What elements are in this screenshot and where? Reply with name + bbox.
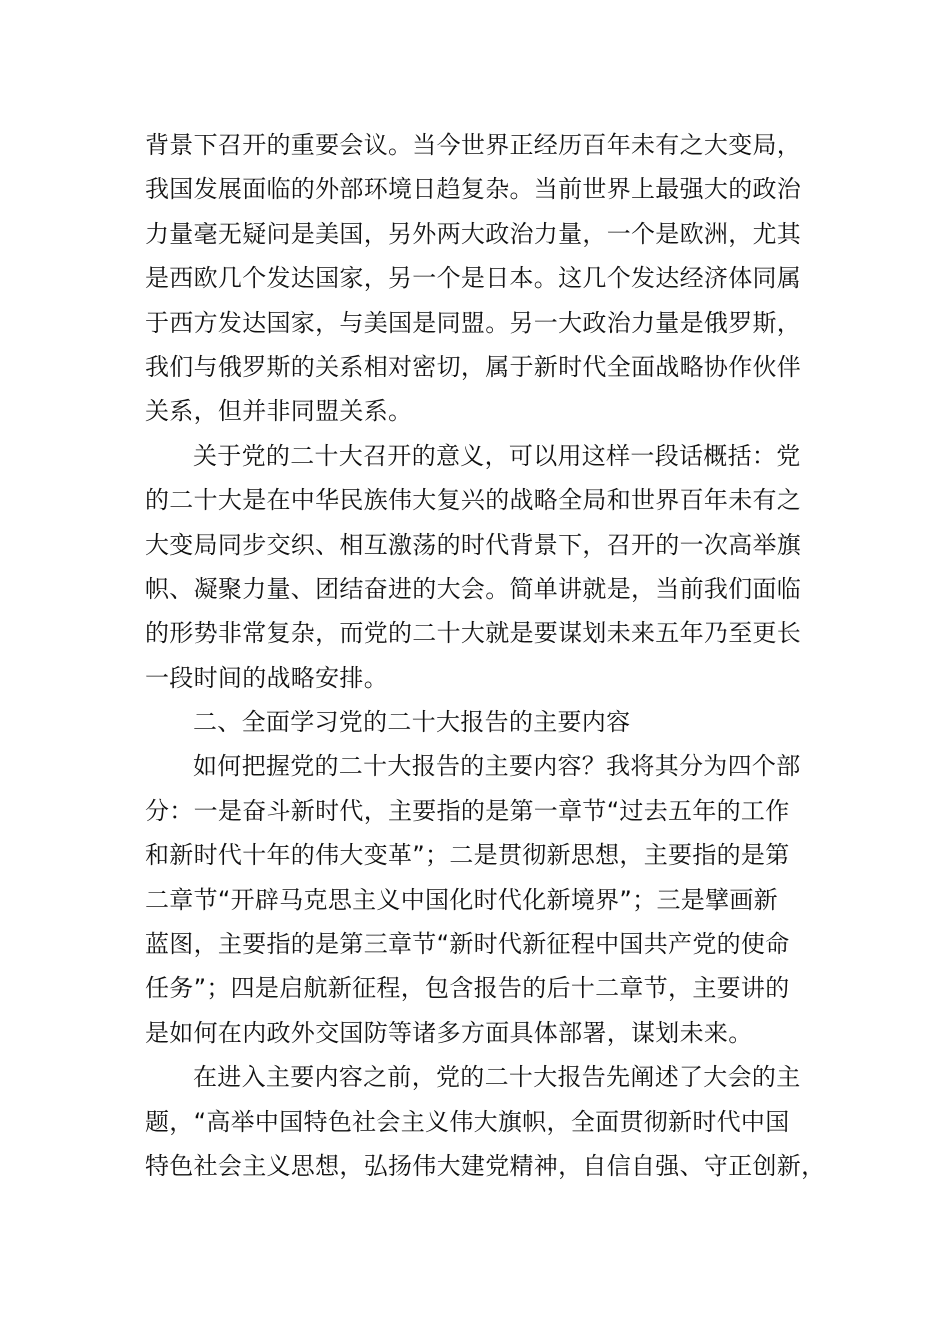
text-line: 于西方发达国家，与美国是同盟。另一大政治力量是俄罗斯， (145, 308, 802, 337)
text-line: 分：一是奋斗新时代，主要指的是第一章节“过去五年的工作 (145, 796, 790, 825)
text-line: 二、全面学习党的二十大报告的主要内容 (193, 708, 631, 737)
text-line: 力量毫无疑问是美国，另外两大政治力量，一个是欧洲，尤其 (145, 219, 802, 248)
text-line: 大变局同步交织、相互激荡的时代背景下，召开的一次高举旗 (145, 530, 802, 559)
text-line: 一段时间的战略安排。 (145, 663, 388, 692)
text-line: 的形势非常复杂，而党的二十大就是要谋划未来五年乃至更长 (145, 619, 802, 648)
text-line: 二章节“开辟马克思主义中国化时代化新境界”；三是擘画新 (145, 885, 778, 914)
text-line: 是西欧几个发达国家，另一个是日本。这几个发达经济体同属 (145, 264, 802, 293)
text-line: 和新时代十年的伟大变革”；二是贯彻新思想，主要指的是第 (145, 841, 790, 870)
text-line: 特色社会主义思想，弘扬伟大建党精神，自信自强、守正创新， (145, 1151, 826, 1180)
text-line: 如何把握党的二十大报告的主要内容？我将其分为四个部 (193, 752, 801, 781)
text-line: 关于党的二十大召开的意义，可以用这样一段话概括：党 (193, 441, 801, 470)
text-line: 我们与俄罗斯的关系相对密切，属于新时代全面战略协作伙伴 (145, 352, 802, 381)
text-line: 我国发展面临的外部环境日趋复杂。当前世界上最强大的政治 (145, 175, 802, 204)
text-line: 题，“高举中国特色社会主义伟大旗帜，全面贯彻新时代中国 (145, 1107, 790, 1136)
paragraph (145, 434, 815, 700)
paragraph (145, 1055, 826, 1188)
text-line: 的二十大是在中华民族伟大复兴的战略全局和世界百年未有之 (145, 486, 802, 515)
text-line: 背景下召开的重要会议。当今世界正经历百年未有之大变局， (145, 131, 802, 159)
text-line: 帜、凝聚力量、团结奋进的大会。简单讲就是，当前我们面临 (145, 574, 802, 603)
document-page (145, 123, 826, 1188)
text-line: 关系，但并非同盟关系。 (145, 397, 413, 426)
paragraph (145, 744, 815, 1055)
text-line: 在进入主要内容之前，党的二十大报告先阐述了大会的主 (193, 1063, 801, 1092)
section-heading (145, 700, 815, 744)
text-line: 是如何在内政外交国防等诸多方面具体部署，谋划未来。 (145, 1018, 753, 1047)
paragraph (145, 123, 815, 434)
text-line: 任务”；四是启航新征程，包含报告的后十二章节，主要讲的 (145, 974, 790, 1003)
text-line: 蓝图，主要指的是第三章节“新时代新征程中国共产党的使命 (145, 930, 790, 959)
